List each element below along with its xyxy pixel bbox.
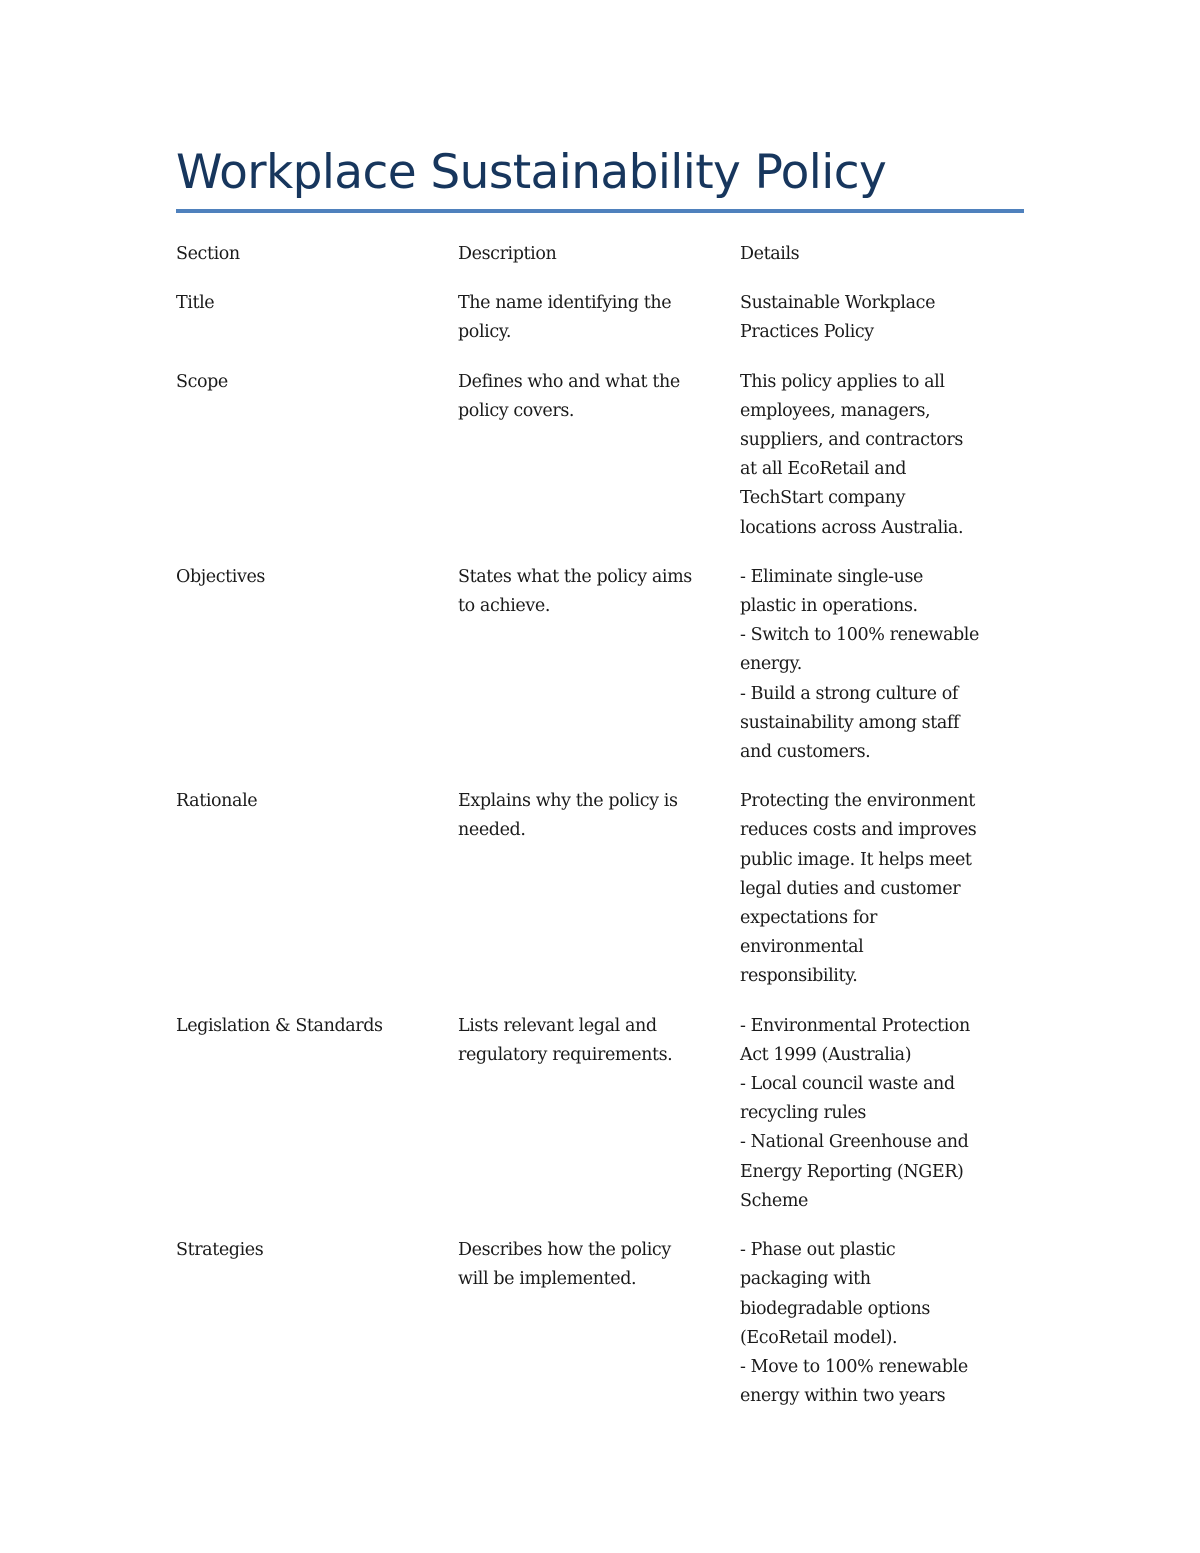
table-row [176, 1236, 1024, 1411]
row-description: Explains why the policy is needed. [458, 791, 678, 841]
header-details: Details [740, 244, 800, 264]
table-header-row [176, 240, 1024, 269]
table-row [176, 563, 1024, 767]
table-row [176, 1012, 1024, 1216]
row-description: Defines who and what the policy covers. [458, 371, 680, 421]
table-row [176, 787, 1024, 991]
row-section: Title [176, 293, 215, 314]
header-description: Description [458, 244, 557, 264]
row-details: - Environmental Protection Act 1999 (Australia) - Local council waste and recycling rules - National Greenhouse and Energy Reporting (NGER) Scheme [740, 1015, 970, 1211]
row-section: Scope [176, 371, 228, 392]
row-description: Describes how the policy will be implemented. [458, 1240, 671, 1290]
row-description: States what the policy aims to achieve. [458, 566, 692, 617]
row-section: Strategies [176, 1240, 264, 1261]
row-description: Lists relevant legal and regulatory requirements. [458, 1015, 673, 1065]
title-underline [176, 209, 1024, 213]
row-details: - Phase out plastic packaging with biodegradable options (EcoRetail model). - Move to 100% renewable energy within two years [740, 1240, 968, 1407]
policy-table [176, 240, 1024, 1431]
row-description: The name identifying the policy. [458, 293, 672, 343]
row-section: Objectives [176, 566, 265, 587]
row-details: This policy applies to all employees, managers, suppliers, and contractors at all EcoRetail and TechStart company locations across Australia. [740, 371, 964, 538]
row-section: Rationale [176, 791, 258, 812]
table-row [176, 289, 1024, 347]
header-section: Section [176, 244, 240, 264]
row-details: Protecting the environment reduces costs and improves public image. It helps meet legal duties and customer expectations for environmental responsibility. [740, 791, 977, 987]
page-title: Workplace Sustainability Policy [176, 145, 887, 200]
row-details: Sustainable Workplace Practices Policy [740, 293, 936, 343]
row-details: - Eliminate single-use plastic in operations. - Switch to 100% renewable energy. - Build a strong culture of sustainability among staff and customers. [740, 566, 979, 763]
row-section: Legislation & Standards [176, 1015, 383, 1036]
table-row [176, 368, 1024, 543]
